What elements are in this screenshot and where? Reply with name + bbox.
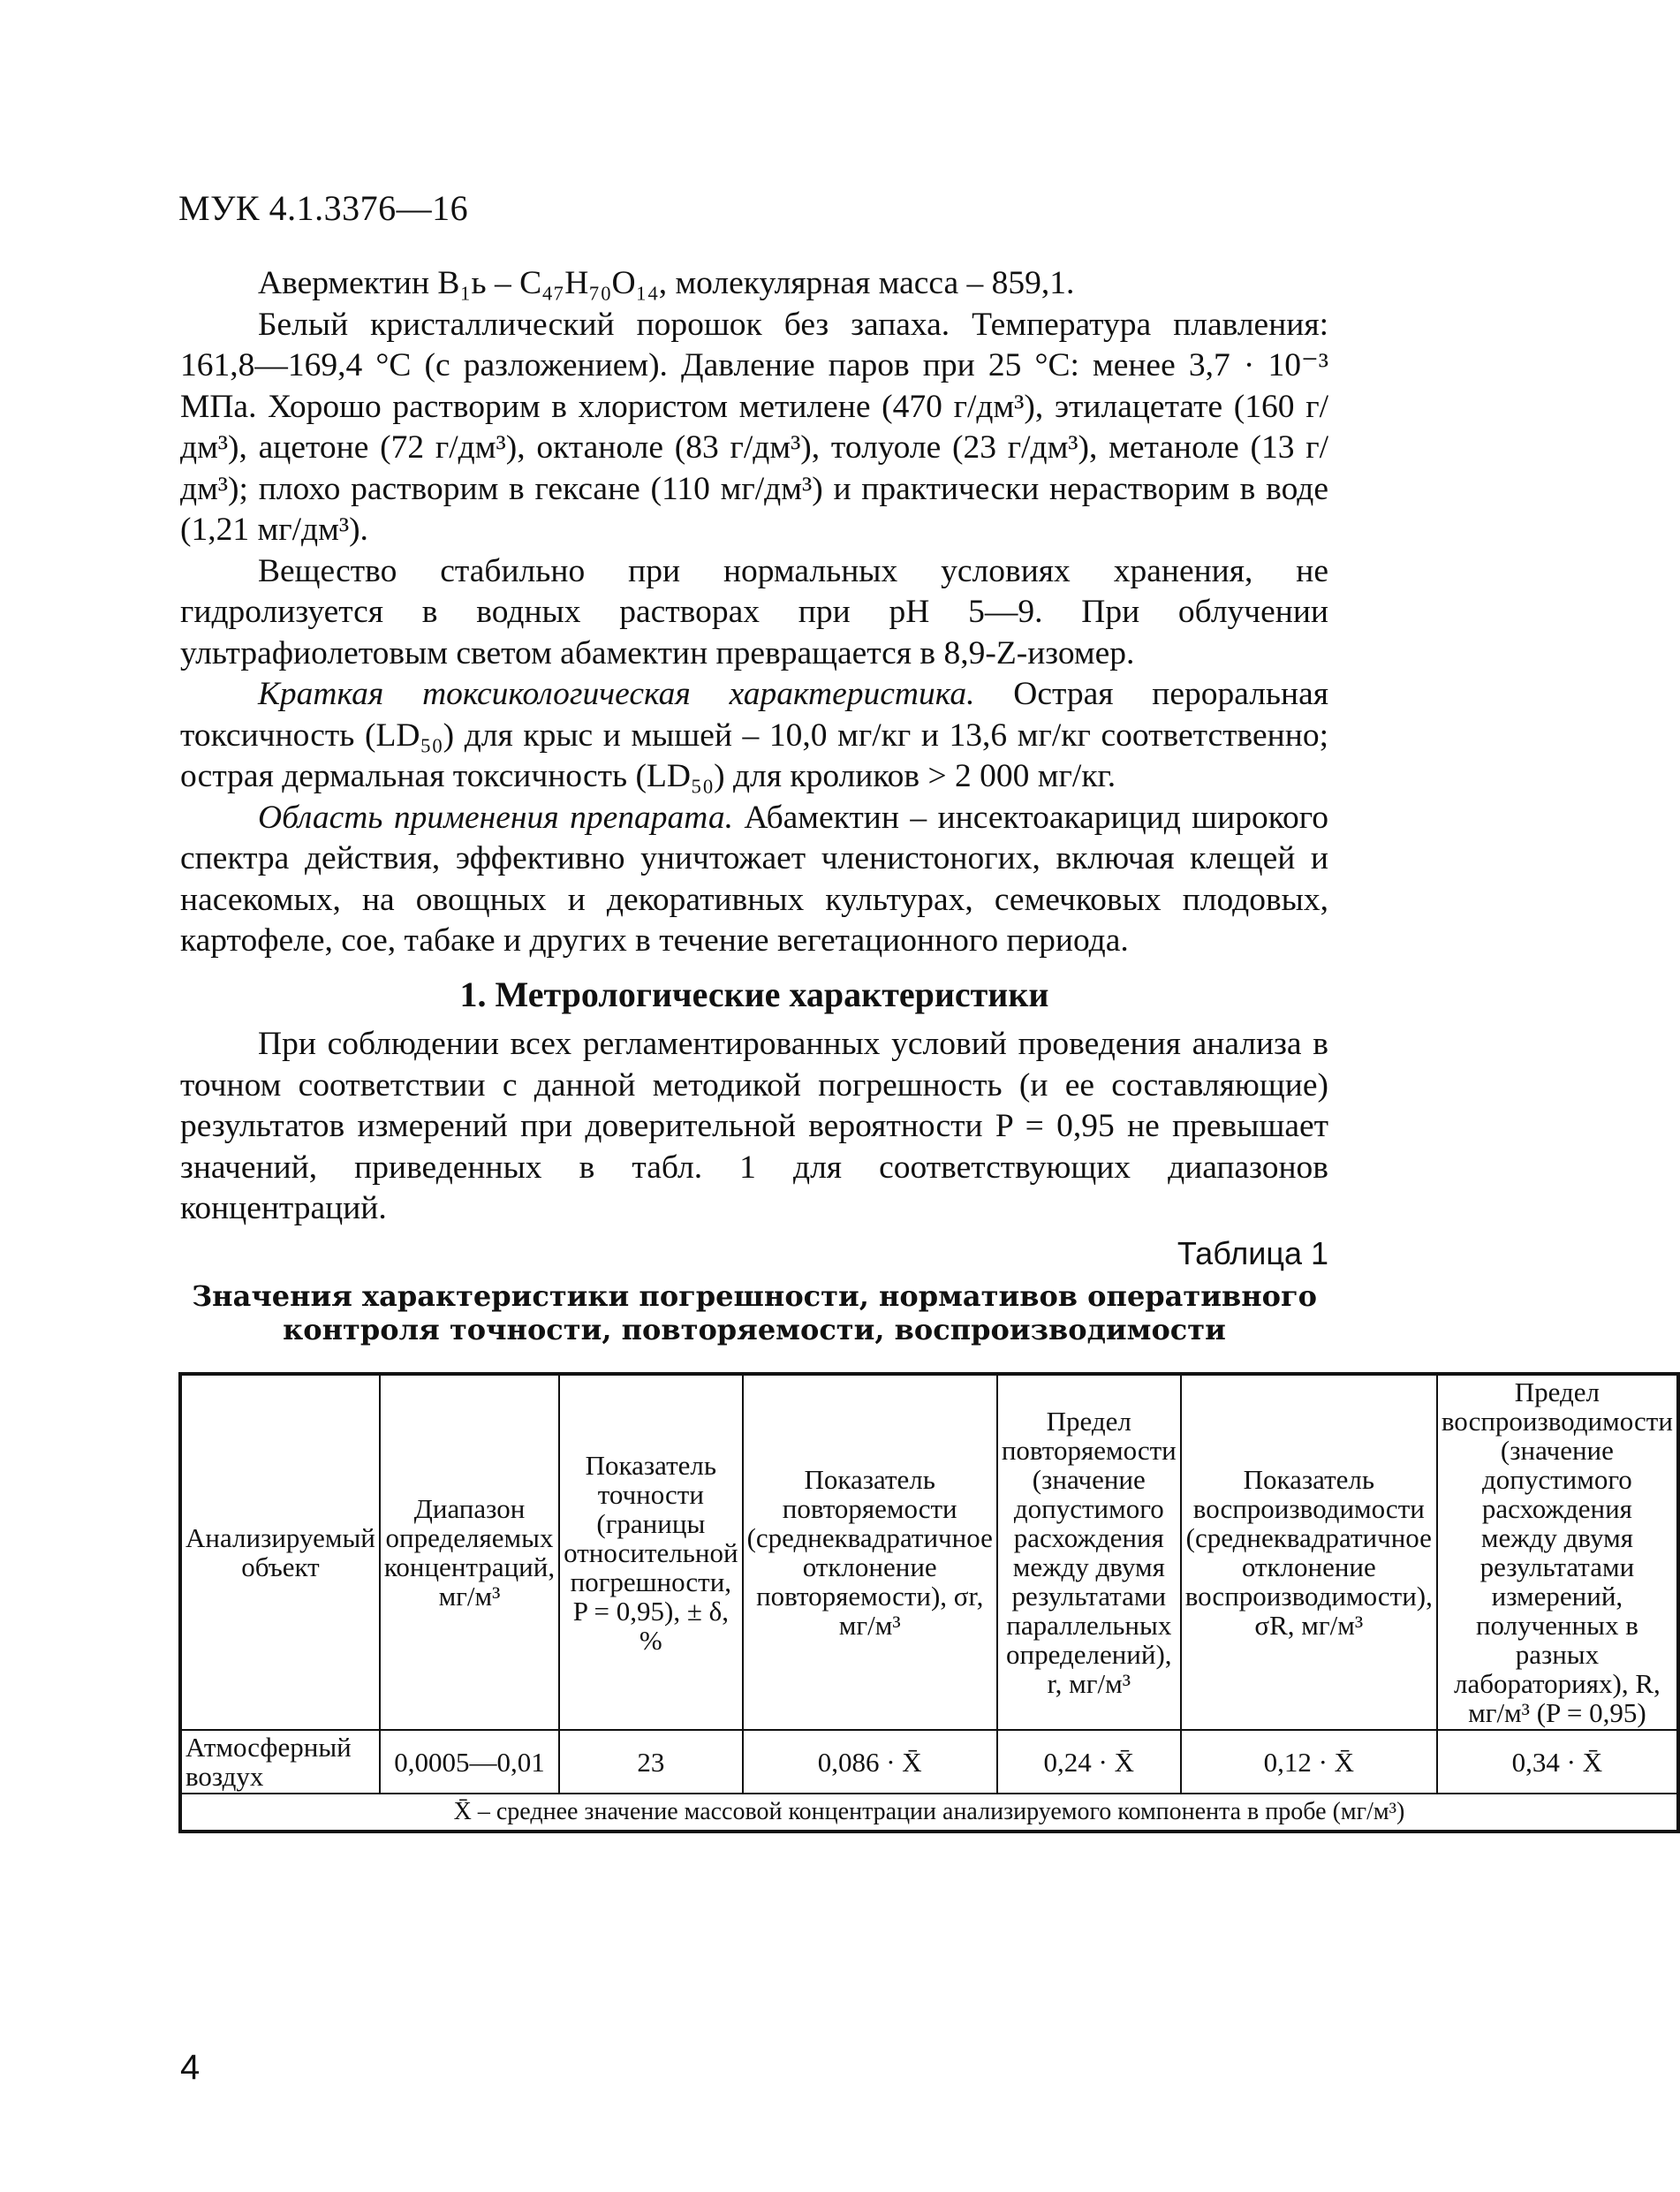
formula-line: Авермектин B₁ь – C₄₇H₇₀O₁₄, молекулярная масса – 859,1. [258, 265, 1075, 301]
header-accuracy: Показатель точности (границы относительной погрешности, P = 0,95), ± δ, % [559, 1374, 742, 1730]
toxicology-paragraph [180, 674, 1328, 798]
section-title: 1. Метрологические характеристики [459, 974, 1049, 1014]
table-caption-line-2: контроля точности, повторяемости, воспроизводимости [283, 1313, 1226, 1346]
toxicology-lead: Краткая токсикологическая характеристика. [258, 676, 975, 712]
application-text: Абамектин – инсектоакарицид широкого спектра действия, эффективно уничтожает членистоногих, включая клещей и насекомых, на овощных и декоративных культурах, семечковых плодовых, картофеле, сое, табаке и других в течение вегетационного периода. [180, 799, 1328, 959]
table-note-row [180, 1794, 1678, 1832]
header-range: Диапазон определяемых концентраций, мг/м³ [380, 1374, 559, 1730]
table-header-row [180, 1374, 1678, 1730]
document-code: МУК 4.1.3376—16 [178, 188, 469, 228]
header-repeatability-index: Показатель повторяемости (среднеквадратичное отклонение повторяемости), σr, мг/м³ [743, 1374, 997, 1730]
application-paragraph [180, 798, 1328, 962]
cell-R-limit: 0,34 · X̄ [1437, 1730, 1678, 1794]
cell-sigma-r: 0,086 · X̄ [743, 1730, 997, 1794]
metrology-table [178, 1372, 1680, 1833]
header-reproducibility-index: Показатель воспроизводимости (среднеквадратичное отклонение воспроизводимости), σR, мг/м³ [1181, 1374, 1437, 1730]
header-repeatability-limit: Предел повторяемости (значение допустимого расхождения между двумя результатами параллельных определений), r, мг/м³ [997, 1374, 1181, 1730]
table-caption-line-1: Значения характеристики погрешности, нормативов оперативного [192, 1279, 1317, 1313]
page-number: 4 [180, 2048, 201, 2087]
header-reproducibility-limit: Предел воспроизводимости (значение допустимого расхождения между двумя результатами измерений, полученных в разных лабораториях), R, мг/м³ (P = 0,95) [1437, 1374, 1678, 1730]
table-label: Таблица 1 [1177, 1234, 1328, 1271]
cell-accuracy: 23 [559, 1730, 742, 1794]
table-note: X̄ – среднее значение массовой концентрации анализируемого компонента в пробе (мг/м³) [180, 1794, 1678, 1832]
cell-object: Атмосферный воздух [180, 1730, 380, 1794]
cell-r-limit: 0,24 · X̄ [997, 1730, 1181, 1794]
body-text [180, 263, 1328, 1346]
stability-paragraph: Вещество стабильно при нормальных условиях хранения, не гидролизуется в водных растворах при pH 5—9. При облучении ультрафиолетовым светом абамектин превращается в 8,9-Z-изомер. [180, 552, 1328, 671]
table-row [180, 1730, 1678, 1794]
metrology-paragraph: При соблюдении всех регламентированных условий проведения анализа в точном соответствии с данной методикой погрешность (и ее составляющие) результатов измерений при доверительной вероятности P = 0,95 не превышает значений, приведенных в табл. 1 для соответствующих диапазонов концентраций. [180, 1026, 1328, 1226]
cell-sigma-R: 0,12 · X̄ [1181, 1730, 1437, 1794]
properties-paragraph: Белый кристаллический порошок без запаха. Температура плавления: 161,8—169,4 °С (с разложением). Давление паров при 25 °С: менее 3,7 · 10⁻³ МПа. Хорошо растворим в хлористом метилене (470 г/дм³), этилацетате (160 г/дм³), ацетоне (72 г/дм³), октаноле (83 г/дм³), толуоле (23 г/дм³), метаноле (13 г/дм³); плохо растворим в гексане (110 мг/дм³) и практически нерастворим в воде (1,21 мг/дм³). [180, 306, 1328, 548]
header-object: Анализируемый объект [180, 1374, 380, 1730]
toxicology-text: Острая пероральная токсичность (LD₅₀) для крыс и мышей – 10,0 мг/кг и 13,6 мг/кг соответственно; острая дермальная токсичность (LD₅₀) для кроликов > 2 000 мг/кг. [180, 676, 1328, 794]
table-caption [180, 1279, 1328, 1346]
cell-range: 0,0005—0,01 [380, 1730, 559, 1794]
application-lead: Область применения препарата. [258, 799, 733, 836]
